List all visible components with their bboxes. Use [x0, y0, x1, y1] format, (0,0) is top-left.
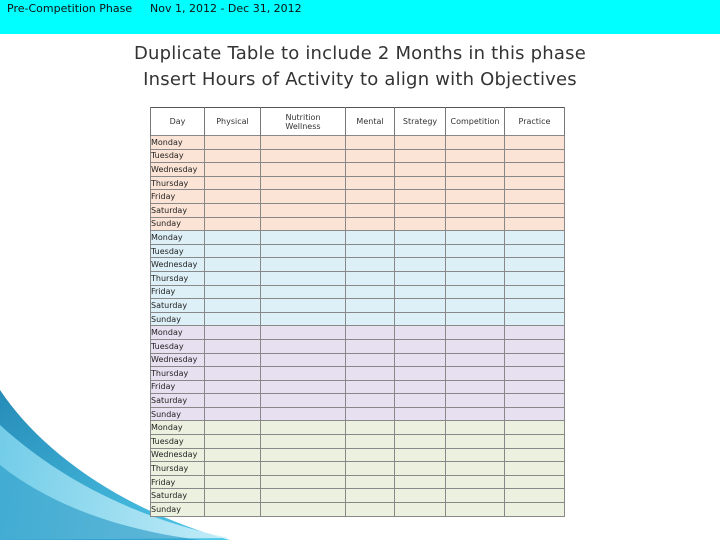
strategy-hours-cell[interactable]	[395, 353, 446, 367]
nutrition-wellness-hours-cell[interactable]	[261, 136, 346, 150]
mental-hours-cell[interactable]	[346, 339, 395, 353]
strategy-hours-cell[interactable]	[395, 258, 446, 272]
nutrition-wellness-hours-cell[interactable]	[261, 258, 346, 272]
day-cell: Thursday	[151, 462, 205, 476]
table-row	[151, 271, 565, 285]
strategy-hours-cell[interactable]	[395, 339, 446, 353]
mental-hours-cell[interactable]	[346, 380, 395, 394]
strategy-hours-cell[interactable]	[395, 217, 446, 231]
table-row	[151, 489, 565, 503]
competition-hours-cell[interactable]	[446, 475, 505, 489]
physical-hours-cell[interactable]	[205, 258, 261, 272]
nutrition-wellness-hours-cell[interactable]	[261, 421, 346, 435]
physical-hours-cell[interactable]	[205, 203, 261, 217]
nutrition-wellness-hours-cell[interactable]	[261, 339, 346, 353]
day-cell: Monday	[151, 136, 205, 150]
day-cell: Tuesday	[151, 244, 205, 258]
strategy-hours-cell[interactable]	[395, 503, 446, 517]
day-cell: Saturday	[151, 394, 205, 408]
mental-hours-cell[interactable]	[346, 435, 395, 449]
physical-hours-cell[interactable]	[205, 367, 261, 381]
strategy-hours-cell[interactable]	[395, 326, 446, 340]
mental-hours-cell[interactable]	[346, 190, 395, 204]
day-cell: Tuesday	[151, 149, 205, 163]
day-cell: Monday	[151, 326, 205, 340]
table-row	[151, 136, 565, 150]
day-cell: Thursday	[151, 271, 205, 285]
strategy-hours-cell[interactable]	[395, 285, 446, 299]
day-cell: Thursday	[151, 367, 205, 381]
competition-hours-cell[interactable]	[446, 285, 505, 299]
competition-hours-cell[interactable]	[446, 407, 505, 421]
competition-hours-cell[interactable]	[446, 203, 505, 217]
practice-hours-cell[interactable]	[505, 339, 565, 353]
table-row	[151, 407, 565, 421]
table-body	[151, 136, 565, 517]
table-row	[151, 190, 565, 204]
physical-hours-cell[interactable]	[205, 421, 261, 435]
practice-hours-cell[interactable]	[505, 462, 565, 476]
day-cell: Monday	[151, 421, 205, 435]
mental-hours-cell[interactable]	[346, 394, 395, 408]
phase-name: Pre-Competition Phase	[7, 2, 133, 15]
day-cell: Wednesday	[151, 448, 205, 462]
table-row	[151, 475, 565, 489]
nutrition-wellness-hours-cell[interactable]	[261, 367, 346, 381]
practice-hours-cell[interactable]	[505, 149, 565, 163]
strategy-hours-cell[interactable]	[395, 190, 446, 204]
table-row	[151, 435, 565, 449]
practice-hours-cell[interactable]	[505, 448, 565, 462]
strategy-hours-cell[interactable]	[395, 163, 446, 177]
column-header-physical: Physical	[205, 108, 261, 136]
mental-hours-cell[interactable]	[346, 176, 395, 190]
day-cell: Sunday	[151, 312, 205, 326]
practice-hours-cell[interactable]	[505, 489, 565, 503]
column-header-mental: Mental	[346, 108, 395, 136]
nutrition-wellness-hours-cell[interactable]	[261, 353, 346, 367]
nutrition-wellness-hours-cell[interactable]	[261, 217, 346, 231]
activity-schedule-table	[150, 107, 565, 517]
table-row	[151, 203, 565, 217]
mental-hours-cell[interactable]	[346, 407, 395, 421]
competition-hours-cell[interactable]	[446, 394, 505, 408]
mental-hours-cell[interactable]	[346, 475, 395, 489]
nutrition-wellness-hours-cell[interactable]	[261, 475, 346, 489]
practice-hours-cell[interactable]	[505, 367, 565, 381]
nutrition-wellness-hours-cell[interactable]	[261, 271, 346, 285]
nutrition-wellness-hours-cell[interactable]	[261, 503, 346, 517]
nutrition-wellness-hours-cell[interactable]	[261, 394, 346, 408]
physical-hours-cell[interactable]	[205, 353, 261, 367]
practice-hours-cell[interactable]	[505, 503, 565, 517]
day-cell: Saturday	[151, 299, 205, 313]
practice-hours-cell[interactable]	[505, 176, 565, 190]
column-header-strategy: Strategy	[395, 108, 446, 136]
nutrition-wellness-hours-cell[interactable]	[261, 299, 346, 313]
nutrition-wellness-hours-cell[interactable]	[261, 231, 346, 245]
practice-hours-cell[interactable]	[505, 380, 565, 394]
table-header-row	[151, 108, 565, 136]
physical-hours-cell[interactable]	[205, 489, 261, 503]
competition-hours-cell[interactable]	[446, 339, 505, 353]
table-row	[151, 421, 565, 435]
physical-hours-cell[interactable]	[205, 285, 261, 299]
practice-hours-cell[interactable]	[505, 312, 565, 326]
strategy-hours-cell[interactable]	[395, 203, 446, 217]
nutrition-wellness-hours-cell[interactable]	[261, 407, 346, 421]
mental-hours-cell[interactable]	[346, 503, 395, 517]
strategy-hours-cell[interactable]	[395, 312, 446, 326]
strategy-hours-cell[interactable]	[395, 421, 446, 435]
nutrition-wellness-hours-cell[interactable]	[261, 312, 346, 326]
day-cell: Wednesday	[151, 353, 205, 367]
physical-hours-cell[interactable]	[205, 462, 261, 476]
practice-hours-cell[interactable]	[505, 285, 565, 299]
strategy-hours-cell[interactable]	[395, 489, 446, 503]
table-row	[151, 163, 565, 177]
competition-hours-cell[interactable]	[446, 326, 505, 340]
competition-hours-cell[interactable]	[446, 353, 505, 367]
slide-title-line-2: Insert Hours of Activity to align with Objectives	[143, 69, 577, 90]
table-row	[151, 339, 565, 353]
table-row	[151, 380, 565, 394]
day-cell: Sunday	[151, 217, 205, 231]
table-row	[151, 448, 565, 462]
mental-hours-cell[interactable]	[346, 312, 395, 326]
mental-hours-cell[interactable]	[346, 421, 395, 435]
practice-hours-cell[interactable]	[505, 244, 565, 258]
strategy-hours-cell[interactable]	[395, 149, 446, 163]
table-row	[151, 312, 565, 326]
day-cell: Tuesday	[151, 339, 205, 353]
table-row	[151, 326, 565, 340]
strategy-hours-cell[interactable]	[395, 380, 446, 394]
physical-hours-cell[interactable]	[205, 231, 261, 245]
competition-hours-cell[interactable]	[446, 489, 505, 503]
competition-hours-cell[interactable]	[446, 380, 505, 394]
competition-hours-cell[interactable]	[446, 421, 505, 435]
strategy-hours-cell[interactable]	[395, 475, 446, 489]
physical-hours-cell[interactable]	[205, 503, 261, 517]
physical-hours-cell[interactable]	[205, 176, 261, 190]
nutrition-wellness-hours-cell[interactable]	[261, 326, 346, 340]
day-cell: Wednesday	[151, 258, 205, 272]
practice-hours-cell[interactable]	[505, 435, 565, 449]
physical-hours-cell[interactable]	[205, 475, 261, 489]
mental-hours-cell[interactable]	[346, 462, 395, 476]
competition-hours-cell[interactable]	[446, 149, 505, 163]
strategy-hours-cell[interactable]	[395, 367, 446, 381]
strategy-hours-cell[interactable]	[395, 231, 446, 245]
mental-hours-cell[interactable]	[346, 149, 395, 163]
table-row	[151, 149, 565, 163]
strategy-hours-cell[interactable]	[395, 271, 446, 285]
competition-hours-cell[interactable]	[446, 462, 505, 476]
mental-hours-cell[interactable]	[346, 244, 395, 258]
strategy-hours-cell[interactable]	[395, 407, 446, 421]
competition-hours-cell[interactable]	[446, 271, 505, 285]
practice-hours-cell[interactable]	[505, 217, 565, 231]
strategy-hours-cell[interactable]	[395, 448, 446, 462]
column-header-competition: Competition	[446, 108, 505, 136]
table-row	[151, 394, 565, 408]
mental-hours-cell[interactable]	[346, 163, 395, 177]
mental-hours-cell[interactable]	[346, 136, 395, 150]
mental-hours-cell[interactable]	[346, 258, 395, 272]
practice-hours-cell[interactable]	[505, 136, 565, 150]
nutrition-wellness-hours-cell[interactable]	[261, 203, 346, 217]
nutrition-wellness-hours-cell[interactable]	[261, 285, 346, 299]
strategy-hours-cell[interactable]	[395, 299, 446, 313]
competition-hours-cell[interactable]	[446, 367, 505, 381]
mental-hours-cell[interactable]	[346, 353, 395, 367]
mental-hours-cell[interactable]	[346, 448, 395, 462]
physical-hours-cell[interactable]	[205, 136, 261, 150]
practice-hours-cell[interactable]	[505, 163, 565, 177]
competition-hours-cell[interactable]	[446, 244, 505, 258]
practice-hours-cell[interactable]	[505, 353, 565, 367]
physical-hours-cell[interactable]	[205, 190, 261, 204]
day-cell: Friday	[151, 380, 205, 394]
competition-hours-cell[interactable]	[446, 299, 505, 313]
mental-hours-cell[interactable]	[346, 367, 395, 381]
header-bar	[0, 0, 720, 34]
day-cell: Friday	[151, 190, 205, 204]
physical-hours-cell[interactable]	[205, 339, 261, 353]
competition-hours-cell[interactable]	[446, 163, 505, 177]
physical-hours-cell[interactable]	[205, 271, 261, 285]
practice-hours-cell[interactable]	[505, 299, 565, 313]
mental-hours-cell[interactable]	[346, 299, 395, 313]
practice-hours-cell[interactable]	[505, 394, 565, 408]
day-cell: Friday	[151, 285, 205, 299]
day-cell: Thursday	[151, 176, 205, 190]
nutrition-wellness-hours-cell[interactable]	[261, 163, 346, 177]
nutrition-wellness-hours-cell[interactable]	[261, 190, 346, 204]
table-row	[151, 285, 565, 299]
nutrition-wellness-hours-cell[interactable]	[261, 176, 346, 190]
day-cell: Saturday	[151, 203, 205, 217]
day-cell: Sunday	[151, 407, 205, 421]
table-row	[151, 244, 565, 258]
table-row	[151, 231, 565, 245]
table-row	[151, 299, 565, 313]
physical-hours-cell[interactable]	[205, 394, 261, 408]
day-cell: Wednesday	[151, 163, 205, 177]
competition-hours-cell[interactable]	[446, 190, 505, 204]
mental-hours-cell[interactable]	[346, 231, 395, 245]
nutrition-wellness-hours-cell[interactable]	[261, 435, 346, 449]
table-row	[151, 176, 565, 190]
strategy-hours-cell[interactable]	[395, 462, 446, 476]
physical-hours-cell[interactable]	[205, 407, 261, 421]
table-row	[151, 217, 565, 231]
practice-hours-cell[interactable]	[505, 326, 565, 340]
table-row	[151, 258, 565, 272]
competition-hours-cell[interactable]	[446, 435, 505, 449]
slide-title-line-1: Duplicate Table to include 2 Months in this phase	[134, 43, 586, 64]
column-header-practice: Practice	[505, 108, 565, 136]
day-cell: Tuesday	[151, 435, 205, 449]
physical-hours-cell[interactable]	[205, 448, 261, 462]
column-header-day: Day	[151, 108, 205, 136]
table-row	[151, 367, 565, 381]
mental-hours-cell[interactable]	[346, 489, 395, 503]
practice-hours-cell[interactable]	[505, 231, 565, 245]
practice-hours-cell[interactable]	[505, 475, 565, 489]
physical-hours-cell[interactable]	[205, 435, 261, 449]
physical-hours-cell[interactable]	[205, 380, 261, 394]
mental-hours-cell[interactable]	[346, 271, 395, 285]
practice-hours-cell[interactable]	[505, 190, 565, 204]
physical-hours-cell[interactable]	[205, 163, 261, 177]
day-cell: Saturday	[151, 489, 205, 503]
competition-hours-cell[interactable]	[446, 503, 505, 517]
practice-hours-cell[interactable]	[505, 258, 565, 272]
physical-hours-cell[interactable]	[205, 149, 261, 163]
nutrition-wellness-hours-cell[interactable]	[261, 489, 346, 503]
nutrition-wellness-hours-cell[interactable]	[261, 380, 346, 394]
nutrition-wellness-hours-cell[interactable]	[261, 448, 346, 462]
day-cell: Monday	[151, 231, 205, 245]
table-row	[151, 462, 565, 476]
competition-hours-cell[interactable]	[446, 217, 505, 231]
competition-hours-cell[interactable]	[446, 136, 505, 150]
competition-hours-cell[interactable]	[446, 312, 505, 326]
column-header-nutrition-wellness: Nutrition Wellness	[261, 108, 346, 136]
mental-hours-cell[interactable]	[346, 285, 395, 299]
table-row	[151, 503, 565, 517]
practice-hours-cell[interactable]	[505, 271, 565, 285]
phase-dates: Nov 1, 2012 - Dec 31, 2012	[150, 2, 302, 15]
day-cell: Friday	[151, 475, 205, 489]
competition-hours-cell[interactable]	[446, 258, 505, 272]
mental-hours-cell[interactable]	[346, 203, 395, 217]
nutrition-wellness-hours-cell[interactable]	[261, 462, 346, 476]
nutrition-wellness-hours-cell[interactable]	[261, 244, 346, 258]
practice-hours-cell[interactable]	[505, 421, 565, 435]
strategy-hours-cell[interactable]	[395, 435, 446, 449]
competition-hours-cell[interactable]	[446, 231, 505, 245]
strategy-hours-cell[interactable]	[395, 244, 446, 258]
strategy-hours-cell[interactable]	[395, 136, 446, 150]
physical-hours-cell[interactable]	[205, 312, 261, 326]
physical-hours-cell[interactable]	[205, 326, 261, 340]
table-row	[151, 353, 565, 367]
physical-hours-cell[interactable]	[205, 244, 261, 258]
practice-hours-cell[interactable]	[505, 203, 565, 217]
strategy-hours-cell[interactable]	[395, 394, 446, 408]
nutrition-wellness-hours-cell[interactable]	[261, 149, 346, 163]
competition-hours-cell[interactable]	[446, 176, 505, 190]
practice-hours-cell[interactable]	[505, 407, 565, 421]
mental-hours-cell[interactable]	[346, 217, 395, 231]
strategy-hours-cell[interactable]	[395, 176, 446, 190]
competition-hours-cell[interactable]	[446, 448, 505, 462]
physical-hours-cell[interactable]	[205, 299, 261, 313]
physical-hours-cell[interactable]	[205, 217, 261, 231]
mental-hours-cell[interactable]	[346, 326, 395, 340]
day-cell: Sunday	[151, 503, 205, 517]
